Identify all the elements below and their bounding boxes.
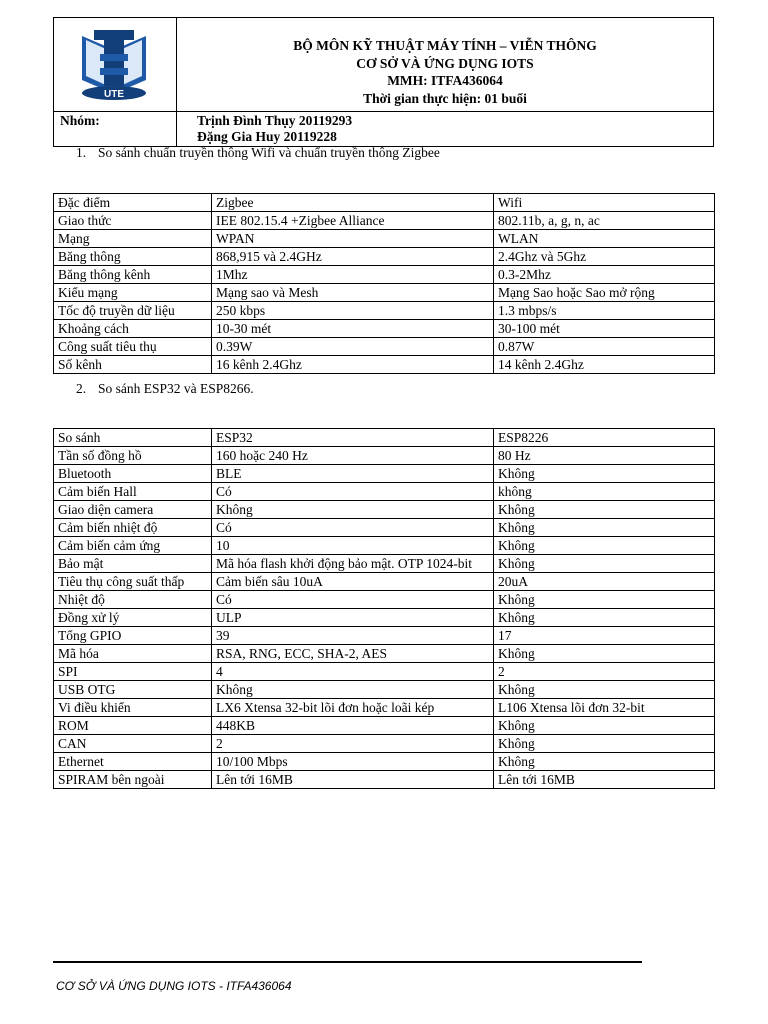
table-cell: BLE [212, 465, 494, 483]
table-cell: 1.3 mbps/s [494, 302, 715, 320]
group-label: Nhóm: [54, 112, 177, 147]
table-cell: Không [494, 717, 715, 735]
table-cell: Zigbee [212, 194, 494, 212]
table-cell: 0.39W [212, 338, 494, 356]
table-cell: Không [494, 609, 715, 627]
table-cell: Không [494, 519, 715, 537]
table-cell: Băng thông [54, 248, 212, 266]
table-cell: Wifi [494, 194, 715, 212]
table-cell: không [494, 483, 715, 501]
table-row [54, 194, 715, 212]
table-row [54, 212, 715, 230]
table-cell: 4 [212, 663, 494, 681]
member-1: Trịnh Đình Thụy 20119293 [197, 113, 353, 128]
table-row [54, 320, 715, 338]
table-cell: 10 [212, 537, 494, 555]
table-cell: Không [494, 555, 715, 573]
document-header [53, 17, 714, 147]
course-code: MMH: ITFA436064 [387, 73, 503, 88]
ute-logo-icon [54, 18, 174, 106]
table-cell: Giao thức [54, 212, 212, 230]
table-cell: Mạng Sao hoặc Sao mở rộng [494, 284, 715, 302]
table-cell: Lên tới 16MB [494, 771, 715, 789]
table-cell: Giao diện camera [54, 501, 212, 519]
table-cell: 802.11b, a, g, n, ac [494, 212, 715, 230]
table-row [54, 302, 715, 320]
table-cell: Đồng xử lý [54, 609, 212, 627]
table-cell: Tốc độ truyền dữ liệu [54, 302, 212, 320]
table-cell: Không [494, 465, 715, 483]
table-row [54, 465, 715, 483]
table-cell: Không [494, 537, 715, 555]
table-cell: Cảm biến Hall [54, 483, 212, 501]
table-cell: USB OTG [54, 681, 212, 699]
table-cell: Cảm biến cảm ứng [54, 537, 212, 555]
table-row [54, 266, 715, 284]
table-cell: Vi điều khiển [54, 699, 212, 717]
table-cell: 448KB [212, 717, 494, 735]
table-cell: So sánh [54, 429, 212, 447]
table-cell: Khoảng cách [54, 320, 212, 338]
table-cell: Bảo mật [54, 555, 212, 573]
table-cell: RSA, RNG, ECC, SHA-2, AES [212, 645, 494, 663]
table-cell: Không [212, 501, 494, 519]
table-cell: LX6 Xtensa 32-bit lõi đơn hoặc loãi kép [212, 699, 494, 717]
table-cell: Có [212, 519, 494, 537]
question-1-text: So sánh chuẩn truyền thông Wifi và chuẩn truyền thông Zigbee [98, 145, 440, 160]
table-cell: SPI [54, 663, 212, 681]
table-cell: 250 kbps [212, 302, 494, 320]
question-1 [76, 145, 440, 161]
table-cell: 160 hoặc 240 Hz [212, 447, 494, 465]
question-2-text: So sánh ESP32 và ESP8266. [98, 381, 254, 396]
table-row [54, 356, 715, 374]
table-row [54, 555, 715, 573]
table-cell: 1Mhz [212, 266, 494, 284]
table-cell: Cảm biến nhiệt độ [54, 519, 212, 537]
table-row [54, 717, 715, 735]
table-cell: 80 Hz [494, 447, 715, 465]
table-cell: Không [494, 501, 715, 519]
question-2 [76, 381, 254, 397]
table-cell: Ethernet [54, 753, 212, 771]
footer-text: CƠ SỞ VÀ ỨNG DỤNG IOTS - ITFA436064 [56, 979, 292, 993]
table-cell: 0.3-2Mhz [494, 266, 715, 284]
table-cell: Không [494, 591, 715, 609]
table-row [54, 627, 715, 645]
table-row [54, 230, 715, 248]
table-cell: Không [494, 753, 715, 771]
table-cell: Có [212, 483, 494, 501]
table-cell: 10/100 Mbps [212, 753, 494, 771]
table-cell: Mã hóa [54, 645, 212, 663]
table-cell: ESP8226 [494, 429, 715, 447]
table-cell: ROM [54, 717, 212, 735]
table-cell: 868,915 và 2.4GHz [212, 248, 494, 266]
table-cell: Mạng sao và Mesh [212, 284, 494, 302]
table-row [54, 483, 715, 501]
table-row [54, 681, 715, 699]
table-cell: Tổng GPIO [54, 627, 212, 645]
table-cell: 2.4Ghz và 5Ghz [494, 248, 715, 266]
table-cell: Bluetooth [54, 465, 212, 483]
table-cell: Số kênh [54, 356, 212, 374]
table-cell: Có [212, 591, 494, 609]
table-row [54, 573, 715, 591]
table-cell: Không [212, 681, 494, 699]
esp32-esp8266-table [53, 428, 715, 789]
table-cell: Không [494, 735, 715, 753]
question-2-number: 2. [76, 381, 87, 396]
table-cell: Cảm biến sâu 10uA [212, 573, 494, 591]
table-row [54, 537, 715, 555]
table-row [54, 663, 715, 681]
table-cell: L106 Xtensa lõi đơn 32-bit [494, 699, 715, 717]
table-row [54, 591, 715, 609]
table-cell: Lên tới 16MB [212, 771, 494, 789]
table-cell: Băng thông kênh [54, 266, 212, 284]
table-cell: ULP [212, 609, 494, 627]
logo-cell [54, 18, 177, 112]
table-row [54, 501, 715, 519]
table-cell: Mạng [54, 230, 212, 248]
table-cell: Mã hóa flash khởi động bảo mật. OTP 1024-bit [212, 555, 494, 573]
table-row [54, 645, 715, 663]
table-row [54, 429, 715, 447]
table-cell: 14 kênh 2.4Ghz [494, 356, 715, 374]
table-cell: 0.87W [494, 338, 715, 356]
duration: Thời gian thực hiện: 01 buổi [363, 90, 527, 106]
table-row [54, 248, 715, 266]
zigbee-wifi-table [53, 193, 715, 374]
group-members [177, 112, 714, 147]
table-row [54, 284, 715, 302]
table-cell: SPIRAM bên ngoài [54, 771, 212, 789]
table-cell: 30-100 mét [494, 320, 715, 338]
table-cell: WPAN [212, 230, 494, 248]
table-cell: Không [494, 681, 715, 699]
table-row [54, 771, 715, 789]
header-title-block [177, 18, 714, 112]
table-cell: CAN [54, 735, 212, 753]
question-1-number: 1. [76, 145, 87, 160]
table-row [54, 338, 715, 356]
table-row [54, 609, 715, 627]
table-cell: Tiêu thụ công suất thấp [54, 573, 212, 591]
department-title: BỘ MÔN KỸ THUẬT MÁY TÍNH – VIỄN THÔNG [293, 38, 597, 53]
table-row [54, 735, 715, 753]
table-cell: 16 kênh 2.4Ghz [212, 356, 494, 374]
member-2: Đặng Gia Huy 20119228 [197, 129, 337, 144]
footer-divider [53, 961, 642, 963]
table-cell: 10-30 mét [212, 320, 494, 338]
table-cell: Tần số đồng hồ [54, 447, 212, 465]
table-row [54, 519, 715, 537]
table-row [54, 447, 715, 465]
table-cell: 20uA [494, 573, 715, 591]
logo-text: UTE [104, 89, 124, 100]
course-title: CƠ SỞ VÀ ỨNG DỤNG IOTS [356, 55, 534, 71]
table-cell: 2 [494, 663, 715, 681]
table-cell: Kiểu mạng [54, 284, 212, 302]
table-row [54, 753, 715, 771]
table-cell: Công suất tiêu thụ [54, 338, 212, 356]
table-cell: Nhiệt độ [54, 591, 212, 609]
table-cell: 39 [212, 627, 494, 645]
table-cell: 2 [212, 735, 494, 753]
table-row [54, 699, 715, 717]
table-cell: 17 [494, 627, 715, 645]
table-cell: IEE 802.15.4 +Zigbee Alliance [212, 212, 494, 230]
table-cell: ESP32 [212, 429, 494, 447]
table-cell: WLAN [494, 230, 715, 248]
table-cell: Đặc điểm [54, 194, 212, 212]
table-cell: Không [494, 645, 715, 663]
